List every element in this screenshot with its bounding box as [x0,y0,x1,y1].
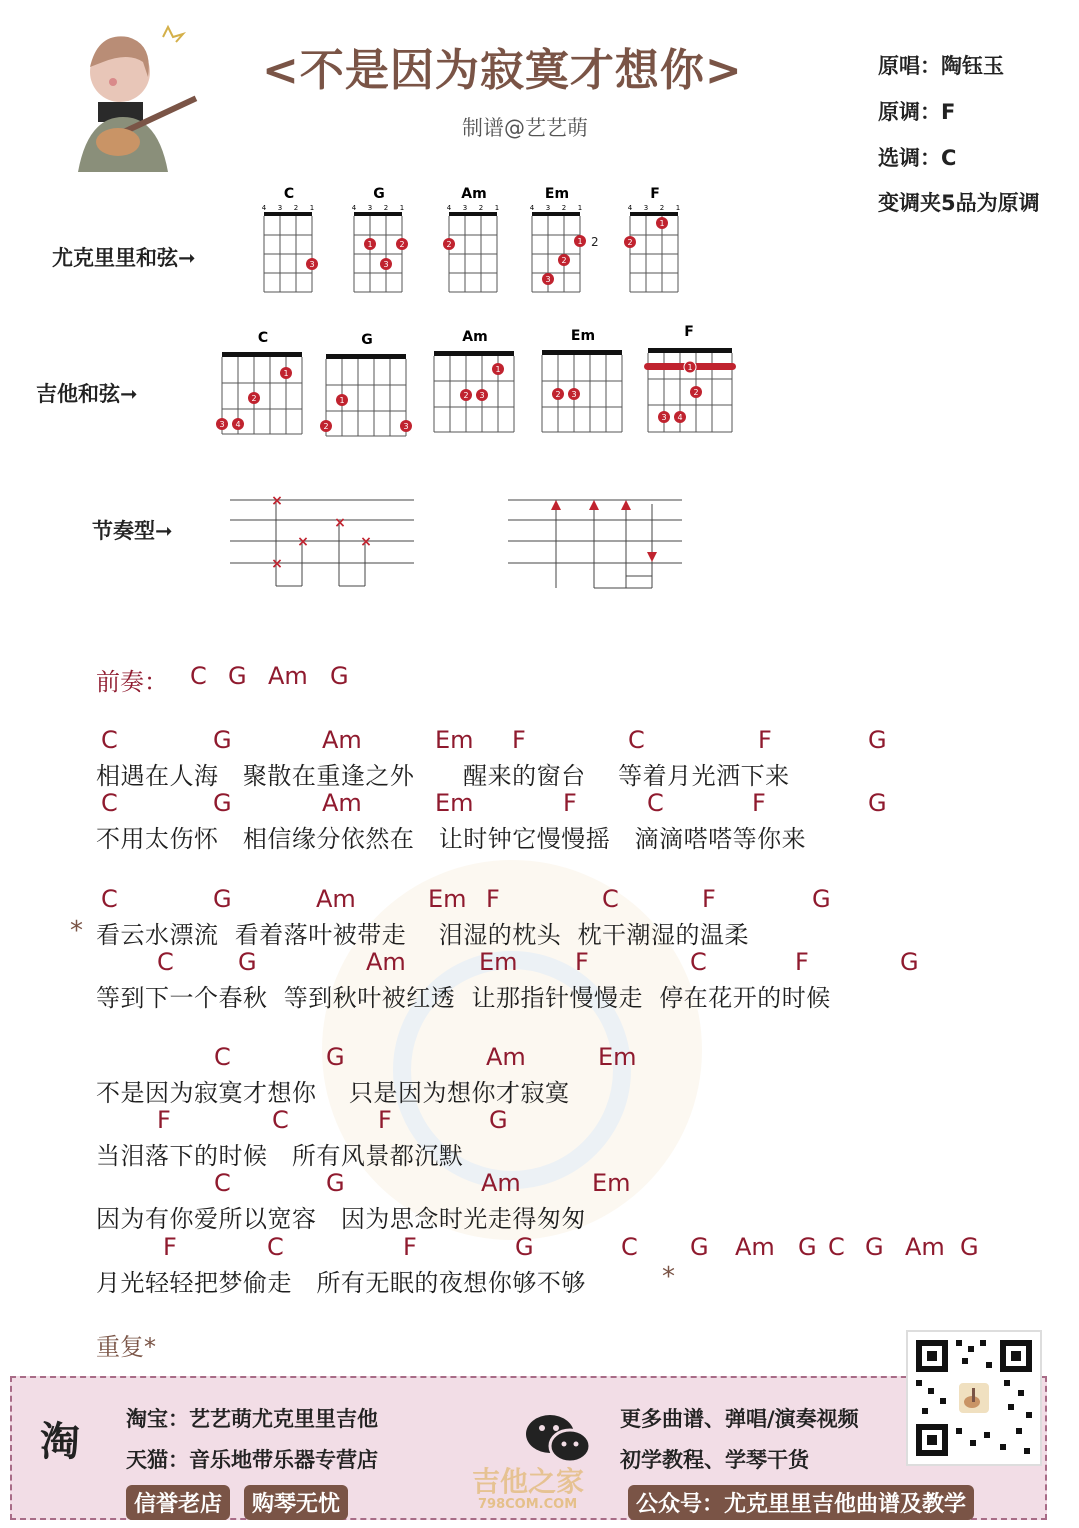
ukulele-chord-g [352,186,408,292]
chord-line-8: F C F G C G Am G C G Am G [163,1233,979,1261]
repeat-end-marker: * [662,1262,675,1292]
ukulele-chord-em [530,186,599,292]
chord-name: G [373,186,385,202]
lyric-line-2: 不用太伤怀 相信缘分依然在 让时钟它慢慢摇 滴滴嗒嗒等你来 [96,825,807,853]
svg-text:1: 1 [367,240,373,249]
svg-text:2: 2 [463,391,469,400]
chord-line-5: C G Am Em [214,1043,637,1071]
lyric-line-4: 等到下一个春秋 等到秋叶被红透 让那指针慢慢走 停在花开的时候 [96,984,831,1012]
taobao-icon: 淘 [40,1419,80,1465]
repeat-instruction: 重复* [96,1333,156,1361]
guitar-chord-c [216,330,302,434]
original-key: 原调：F [878,100,956,124]
repeat-star-marker: * [70,916,83,946]
svg-text:3: 3 [403,422,409,431]
svg-text:4: 4 [627,204,633,212]
svg-text:3: 3 [571,390,577,399]
svg-text:2: 2 [693,388,699,397]
svg-text:1: 1 [687,363,693,372]
slogan-trusted: 信誉老店 [126,1485,230,1520]
svg-text:3: 3 [219,420,225,429]
slogan-worry-free: 购琴无忧 [244,1485,348,1520]
lyric-line-3: 看云水漂流 看着落叶被带走 泪湿的枕头 枕干潮湿的温柔 [96,921,750,949]
chord-name: Am [462,329,488,345]
chord-name: C [257,330,269,346]
svg-text:×: × [271,556,283,572]
svg-text:3: 3 [277,204,283,212]
ukulele-chord-am [443,186,499,292]
chord-name: F [684,324,694,340]
svg-text:1: 1 [399,204,405,212]
qr-code[interactable] [906,1330,1042,1466]
svg-text:×: × [360,534,372,550]
svg-text:1: 1 [577,204,583,212]
lyric-line-1: 相遇在人海 聚散在重逢之外 醒来的窗台 等着月光洒下来 [96,762,790,790]
svg-text:3: 3 [643,204,649,212]
svg-text:2: 2 [555,390,561,399]
guitar-chords-label: 吉他和弦➞ [36,382,138,406]
guitar-chord-am [434,329,514,432]
chord-line-6: F C F G [157,1106,508,1134]
ukulele-chord-c [262,186,318,292]
chord-line-2: C G Am Em F C F G [101,789,887,817]
chord-name: C [283,186,295,202]
site-watermark: 吉他之家 [472,1465,585,1498]
svg-text:1: 1 [283,369,289,378]
chord-name: F [650,186,660,202]
svg-text:1: 1 [577,237,583,246]
chord-name: Em [544,186,570,202]
svg-text:2: 2 [323,422,329,431]
rhythm-label: 节奏型➞ [92,519,173,543]
svg-text:4: 4 [235,420,241,429]
svg-text:2: 2 [561,256,567,265]
svg-text:1: 1 [494,204,500,212]
svg-text:3: 3 [309,260,315,269]
lyric-line-7: 因为有你爱所以宽容 因为思念时光走得匆匆 [96,1205,586,1233]
svg-text:2: 2 [659,204,665,212]
ukulele-chord-f [624,186,680,292]
site-watermark-url: 798COM.COM [478,1497,578,1512]
svg-text:3: 3 [367,204,373,212]
rhythm-pattern [226,490,686,590]
svg-text:1: 1 [339,396,345,405]
lyric-line-5: 不是因为寂寞才想你 只是因为想你才寂寞 [96,1079,570,1107]
svg-text:3: 3 [383,260,389,269]
svg-text:×: × [271,493,283,509]
taobao-store: 淘宝：艺艺萌尤克里里吉他 [126,1407,378,1431]
more-content-line-2: 初学教程、学琴干货 [620,1448,809,1472]
svg-text:4: 4 [529,204,535,212]
svg-text:3: 3 [462,204,468,212]
intro-chords: C G Am G [190,662,349,690]
svg-text:2: 2 [446,240,452,249]
wechat-icon [522,1410,596,1466]
guitar-chord-diagrams [208,322,748,440]
ukulele-chords-label: 尤克里里和弦➞ [52,246,196,270]
svg-text:1: 1 [495,365,501,374]
capo-note: 变调夹5品为原调 [878,191,1040,215]
chord-name: Am [461,186,487,202]
svg-text:3: 3 [661,413,667,422]
svg-text:3: 3 [545,204,551,212]
chord-name: G [361,332,373,348]
song-title: <不是因为寂寞才想你> [262,45,743,96]
svg-text:×: × [334,515,346,531]
svg-text:2: 2 [561,204,567,212]
chord-line-3: C G Am Em F C F G [101,885,831,913]
chord-line-4: C G Am Em F C F G [157,948,919,976]
svg-text:3: 3 [479,391,485,400]
svg-text:4: 4 [351,204,357,212]
chord-name: Em [570,328,596,344]
svg-text:1: 1 [309,204,315,212]
svg-text:3: 3 [545,275,551,284]
svg-text:2: 2 [293,204,299,212]
chord-line-7: C G Am Em [214,1169,631,1197]
more-content-line-1: 更多曲谱、弹唱/演奏视频 [620,1407,859,1431]
lyric-line-6: 当泪落下的时候 所有风景都沉默 [96,1142,464,1170]
arranger-credit: 制谱@艺艺萌 [462,116,588,140]
lyric-line-8: 月光轻轻把梦偷走 所有无眠的夜想你够不够 [96,1269,586,1297]
svg-text:2: 2 [478,204,484,212]
svg-text:2: 2 [399,240,405,249]
guitar-chord-em [542,328,622,432]
tmall-store: 天猫：音乐地带乐器专营店 [126,1448,378,1472]
svg-text:4: 4 [261,204,267,212]
original-singer: 原唱：陶钰玉 [878,54,1004,78]
svg-text:2: 2 [627,238,633,247]
svg-text:1: 1 [659,219,665,228]
avatar-illustration [68,22,208,177]
wechat-account: 公众号：尤克里里吉他曲谱及教学 [628,1485,974,1520]
svg-text:4: 4 [677,413,683,422]
svg-text:×: × [297,534,309,550]
guitar-chord-g [320,332,412,436]
guitar-chord-f [644,324,736,432]
svg-text:2: 2 [383,204,389,212]
intro-label: 前奏： [96,668,168,696]
svg-text:2: 2 [251,394,257,403]
chord-line-1: C G Am Em F C F G [101,726,887,754]
chosen-key: 选调：C [878,146,957,170]
svg-text:4: 4 [446,204,452,212]
svg-text:1: 1 [675,204,681,212]
svg-text:2: 2 [591,235,599,249]
ukulele-chord-diagrams [255,180,695,298]
